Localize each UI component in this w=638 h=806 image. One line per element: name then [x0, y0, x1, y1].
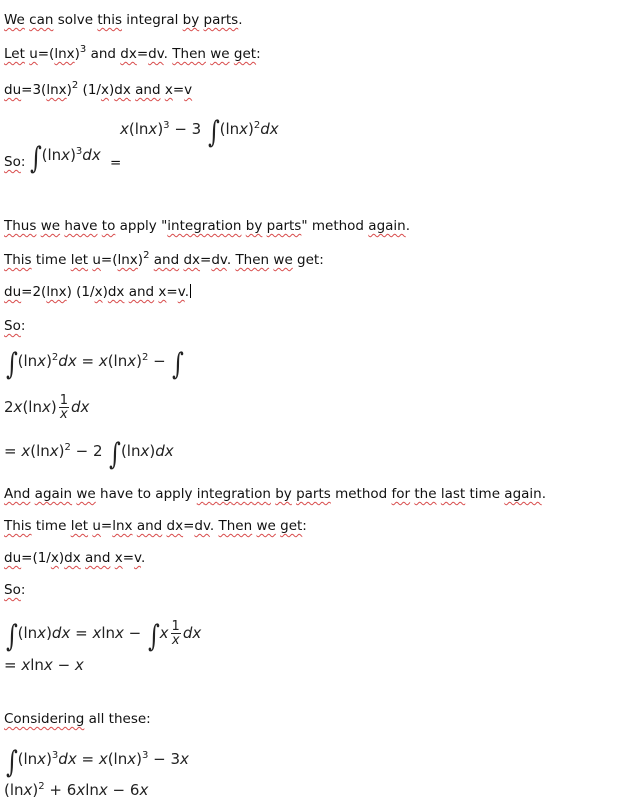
integral-symbol: ∫: [147, 619, 160, 654]
math-var: x: [43, 656, 53, 674]
math-text: (ln: [107, 750, 128, 768]
word: lnx: [46, 284, 67, 300]
text: :: [256, 46, 261, 62]
text: .: [140, 550, 146, 566]
fraction-denominator: x: [60, 407, 68, 422]
text: (1/: [78, 82, 101, 98]
fraction-numerator: 1: [59, 393, 68, 408]
text: .: [541, 486, 547, 502]
word: So: [4, 154, 21, 170]
text: .: [226, 252, 236, 268]
word: v: [134, 550, 141, 566]
math-text: =: [4, 656, 22, 674]
word: have: [64, 218, 98, 234]
text: =: [122, 550, 135, 566]
math-var: x: [76, 781, 86, 799]
text: method: [330, 486, 392, 502]
math-text: −: [52, 656, 75, 674]
word: dv: [211, 252, 227, 268]
math-line-1: [4, 347, 185, 382]
math-var: x: [13, 398, 23, 416]
word: dx: [107, 284, 125, 300]
fraction: [171, 620, 181, 647]
math-text: ln: [85, 781, 99, 799]
math-text: ): [70, 146, 76, 164]
word: and: [135, 82, 161, 98]
text: all these:: [84, 711, 151, 727]
word: x: [100, 82, 109, 98]
math-var: x: [139, 781, 149, 799]
text-line-3: [4, 82, 192, 98]
word: This: [4, 252, 32, 268]
word: can: [29, 12, 54, 28]
word: du: [4, 550, 22, 566]
math-text: 2: [4, 398, 14, 416]
math-line-4: [4, 620, 201, 652]
word: dx: [64, 550, 81, 566]
math-text: =: [4, 442, 22, 460]
text: =(: [100, 252, 118, 268]
word: the: [414, 486, 437, 502]
text-line-10: [4, 518, 307, 534]
math-line-6: [4, 745, 189, 780]
word: again: [504, 486, 542, 502]
word: parts: [203, 12, 239, 28]
word: And: [4, 486, 31, 502]
math-line-3: [4, 437, 174, 472]
math-var: x: [115, 624, 124, 642]
text-line-6: [4, 252, 324, 268]
word: and: [136, 518, 163, 534]
superscript: 2: [141, 352, 149, 363]
superscript: 3: [51, 750, 59, 761]
math-line-2: [4, 394, 89, 421]
word: we: [40, 218, 61, 234]
word: and: [153, 252, 180, 268]
math-var: x: [159, 624, 169, 642]
fraction: [59, 394, 69, 421]
math-var: dx: [182, 624, 202, 642]
text: ): [74, 46, 80, 62]
superscript: 2: [51, 352, 59, 363]
math-var: x: [180, 750, 189, 768]
text: .: [209, 518, 219, 534]
text: :: [20, 318, 26, 334]
word: by: [182, 12, 200, 28]
math-var: x: [21, 442, 31, 460]
math-line-7: [4, 782, 148, 798]
word: for: [391, 486, 411, 502]
word: dv: [194, 518, 210, 534]
word: lnx: [117, 252, 138, 268]
text: :: [20, 582, 26, 598]
math-var: dx: [58, 352, 77, 370]
text: have to apply: [95, 486, 197, 502]
word: u: [92, 252, 101, 268]
math-text: =: [76, 750, 99, 768]
text-line-9: [4, 486, 546, 502]
text: " method: [301, 218, 369, 234]
word: Thus: [4, 218, 37, 234]
text: ): [66, 82, 72, 98]
math-text: ): [32, 781, 39, 799]
math-line-5: [4, 657, 84, 673]
math-text: + 6: [44, 781, 77, 799]
word: x: [50, 550, 59, 566]
math-text: − 2: [70, 442, 108, 460]
text: get:: [292, 252, 324, 268]
integral-symbol: ∫: [109, 437, 121, 472]
word: x: [158, 284, 167, 300]
math-var: dx: [155, 442, 174, 460]
math-var: x: [61, 146, 71, 164]
word: x: [164, 82, 173, 98]
math-text: (ln: [22, 398, 42, 416]
math-text: (ln: [17, 750, 38, 768]
math-var: x: [92, 624, 102, 642]
integral-symbol: ∫: [29, 141, 42, 176]
fraction-numerator: 1: [171, 619, 180, 634]
math-text: =: [110, 155, 122, 171]
math-text: ): [46, 352, 52, 370]
math-text: ): [58, 442, 65, 460]
so-label-2: [4, 318, 25, 334]
math-rhs-1: [120, 115, 279, 150]
math-var: x: [49, 442, 59, 460]
text: .: [238, 12, 243, 28]
text: ): [137, 252, 144, 268]
word: du: [4, 284, 22, 300]
math-text: (ln: [41, 146, 62, 164]
text: time: [31, 252, 71, 268]
math-var: x: [148, 120, 158, 138]
math-text: ): [50, 398, 57, 416]
superscript: 2: [71, 80, 79, 91]
math-text: ): [136, 352, 142, 370]
math-text: (ln: [30, 442, 50, 460]
text: =2(: [21, 284, 47, 300]
word: dx: [120, 46, 137, 62]
fraction-denominator: x: [171, 633, 180, 648]
word: Let: [4, 46, 25, 62]
math-var: x: [98, 781, 108, 799]
word: Considering: [4, 711, 85, 727]
math-lhs-1: [28, 141, 101, 176]
superscript: 2: [38, 781, 45, 792]
math-text: ): [136, 750, 142, 768]
text: =: [100, 518, 113, 534]
word: We: [4, 12, 25, 28]
word: Then: [218, 518, 253, 534]
word: last: [440, 486, 466, 502]
math-text: (ln: [128, 120, 149, 138]
text: =3(: [21, 82, 47, 98]
text-line-11: [4, 550, 145, 566]
text: ): [58, 550, 65, 566]
math-var: x: [120, 120, 129, 138]
math-var: x: [239, 120, 249, 138]
word: dx: [166, 518, 184, 534]
superscript: 2: [143, 250, 150, 261]
word: integration: [196, 486, 271, 502]
integral-symbol: ∫: [172, 347, 185, 382]
word: dx: [183, 252, 201, 268]
math-text: ): [46, 624, 52, 642]
math-text: −: [148, 352, 171, 370]
word: by: [245, 218, 263, 234]
word: x: [114, 550, 123, 566]
math-text: ): [248, 120, 254, 138]
word: So: [4, 318, 21, 334]
text-line-7: [4, 284, 191, 300]
math-var: x: [21, 656, 31, 674]
word: lnx: [46, 82, 67, 98]
word: So: [4, 582, 21, 598]
math-text: − 6: [107, 781, 140, 799]
word: integration: [167, 218, 242, 234]
word: let: [70, 518, 89, 534]
text: =: [166, 284, 178, 300]
word: we: [273, 252, 293, 268]
math-var: x: [140, 442, 150, 460]
word: let: [70, 252, 89, 268]
superscript: 3: [163, 120, 170, 131]
integral-symbol: ∫: [207, 115, 220, 150]
math-var: x: [127, 750, 137, 768]
math-var: x: [37, 750, 47, 768]
word: dx: [114, 82, 131, 98]
math-var: x: [127, 352, 137, 370]
word: v: [177, 284, 185, 300]
word: get: [233, 46, 257, 62]
word: Then: [235, 252, 270, 268]
integral-symbol: ∫: [5, 347, 18, 382]
math-var: x: [98, 352, 108, 370]
text: :: [302, 518, 307, 534]
text: =: [200, 252, 212, 268]
math-text: − 3: [169, 120, 206, 138]
word: parts: [266, 218, 302, 234]
math-var: dx: [58, 750, 77, 768]
text: solve: [53, 12, 98, 28]
text-line-1: [4, 12, 243, 28]
math-text: − 3: [148, 750, 181, 768]
so-label-3: [4, 582, 25, 598]
word: This: [4, 518, 32, 534]
word: get: [280, 518, 303, 534]
word: du: [4, 82, 22, 98]
text-line-2: [4, 46, 261, 62]
text: :: [20, 154, 26, 170]
math-text: ): [149, 442, 156, 460]
superscript: 2: [64, 442, 71, 453]
math-var: x: [41, 398, 51, 416]
word: Then: [172, 46, 206, 62]
math-text: ln: [101, 624, 116, 642]
text: .: [184, 284, 189, 300]
word: we: [76, 486, 96, 502]
word: we: [256, 518, 276, 534]
math-var: dx: [82, 146, 101, 164]
word: u: [29, 46, 38, 62]
word: again: [34, 486, 73, 502]
math-text: (ln: [107, 352, 128, 370]
text: =(1/: [21, 550, 51, 566]
math-text: (ln: [17, 352, 38, 370]
word: lnx: [54, 46, 75, 62]
text: ) (1/: [66, 284, 95, 300]
word: u: [92, 518, 101, 534]
superscript: 3: [79, 44, 87, 55]
math-var: x: [37, 624, 47, 642]
math-var: x: [23, 781, 33, 799]
math-text: (ln: [120, 442, 141, 460]
equals-sign: [110, 155, 121, 171]
math-text: (ln: [219, 120, 240, 138]
math-var: x: [74, 656, 84, 674]
text-cursor[interactable]: [190, 284, 191, 298]
text: =: [136, 46, 149, 62]
math-text: =: [70, 624, 93, 642]
so-label-1: [4, 154, 25, 170]
word: and: [85, 550, 111, 566]
math-text: ): [46, 750, 52, 768]
text-line-5: [4, 218, 410, 234]
word: v: [184, 82, 193, 98]
math-text: (ln: [17, 624, 38, 642]
superscript: 3: [141, 750, 149, 761]
text: .: [163, 46, 173, 62]
integral-symbol: ∫: [5, 619, 18, 654]
math-var: dx: [71, 398, 90, 416]
text: =: [172, 82, 185, 98]
math-text: ln: [30, 656, 44, 674]
text-line-13: [4, 711, 151, 727]
text: integral: [122, 12, 183, 28]
word: and: [128, 284, 155, 300]
word: to: [101, 218, 116, 234]
text: =: [183, 518, 195, 534]
word: lnx: [112, 518, 133, 534]
math-text: ): [157, 120, 164, 138]
superscript: 3: [75, 146, 83, 157]
superscript: 2: [253, 120, 261, 131]
text: ): [102, 284, 108, 300]
text: =(: [37, 46, 55, 62]
text: time: [465, 486, 505, 502]
text: .: [405, 218, 411, 234]
word: parts: [296, 486, 331, 502]
word: by: [275, 486, 292, 502]
text: ): [108, 82, 115, 98]
text: time: [31, 518, 71, 534]
word: x: [94, 284, 103, 300]
math-var: x: [98, 750, 108, 768]
math-var: x: [37, 352, 47, 370]
math-text: (ln: [4, 781, 24, 799]
text: and: [86, 46, 121, 62]
math-var: dx: [51, 624, 71, 642]
math-text: =: [76, 352, 99, 370]
integral-symbol: ∫: [5, 745, 18, 780]
word: again: [368, 218, 406, 234]
word: we: [210, 46, 230, 62]
word: this: [97, 12, 122, 28]
word: dv: [148, 46, 164, 62]
math-text: −: [123, 624, 147, 642]
math-var: dx: [260, 120, 279, 138]
text: apply ": [115, 218, 168, 234]
